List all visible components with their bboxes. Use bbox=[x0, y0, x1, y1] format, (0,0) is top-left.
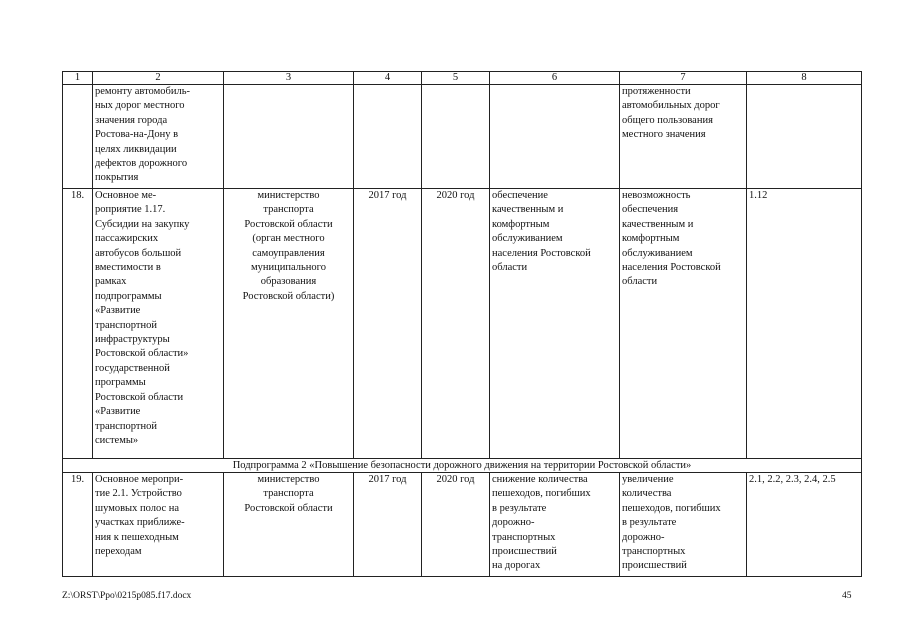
cell-measure bbox=[93, 473, 224, 577]
cell-text-line: роприятие 1.17. bbox=[95, 204, 166, 216]
cell-text-line: Ростовской области bbox=[244, 502, 333, 514]
cell-text-line: увеличение bbox=[622, 474, 674, 485]
col-header: 1 bbox=[63, 72, 93, 85]
cell-text-line: области bbox=[622, 276, 658, 288]
cell-text-line: автобусов большой bbox=[95, 247, 182, 259]
cell-text-line: муниципального bbox=[251, 262, 326, 274]
cell-text-line: рамках bbox=[95, 276, 127, 288]
cell-text-line: обслуживанием bbox=[622, 247, 693, 259]
cell-text-line: населения Ростовской bbox=[492, 247, 591, 259]
cell-consequence bbox=[620, 189, 747, 459]
cell-text-line: участках приближе- bbox=[95, 517, 185, 529]
cell-text-line: целях ликвидации bbox=[95, 143, 177, 155]
cell-text-line: образования bbox=[260, 276, 317, 288]
cell-text-line: населения Ростовской bbox=[622, 262, 721, 274]
footer-file-path: Z:\ORST\Ppo\0215p085.f17.docx bbox=[62, 591, 192, 601]
cell-indicators: 1.12 bbox=[747, 189, 862, 459]
header-row bbox=[63, 72, 862, 85]
cell-result bbox=[490, 189, 620, 459]
col-header: 2 bbox=[93, 72, 224, 85]
table-row-19 bbox=[63, 473, 862, 577]
cell-text-line: качественным и bbox=[492, 204, 564, 216]
cell-text-line: инфраструктуры bbox=[95, 334, 170, 346]
cell-text-line: тие 2.1. Устройство bbox=[95, 488, 182, 500]
cell-text-line: в результате bbox=[622, 517, 677, 529]
cell-executor bbox=[224, 189, 354, 459]
cell-text-line: обеспечение bbox=[492, 190, 548, 201]
cell-text-line: Ростовской области» bbox=[95, 348, 189, 360]
col-header: 8 bbox=[747, 72, 862, 85]
cell-text-line: транспорта bbox=[263, 488, 314, 500]
cell-text-line: государственной bbox=[95, 362, 170, 374]
cell-text-line: вместимости в bbox=[95, 262, 161, 274]
cell-text-line: ремонту автомобиль- bbox=[95, 86, 190, 97]
cell-end-year: 2020 год bbox=[422, 189, 490, 459]
cell-measure bbox=[93, 189, 224, 459]
footer-page-number: 45 bbox=[842, 591, 852, 601]
cell-text-line: покрытия bbox=[95, 172, 139, 184]
cell-text-line: системы» bbox=[95, 434, 139, 446]
cell-text-line: пешеходов, погибших bbox=[622, 502, 721, 514]
cell-indicators: 2.1, 2.2, 2.3, 2.4, 2.5 bbox=[747, 473, 862, 577]
cell-text-line: Основное ме- bbox=[95, 190, 157, 201]
cell-text-line: транспорта bbox=[263, 204, 314, 216]
cell-text-line: «Развитие bbox=[95, 406, 141, 418]
cell-text-line: транспортных bbox=[492, 531, 556, 543]
cell-text-line: Ростовской области) bbox=[242, 290, 335, 302]
row-number: 18. bbox=[63, 189, 93, 459]
cell-text-line: снижение количества bbox=[492, 474, 588, 485]
cell-text-line: пассажирских bbox=[95, 233, 159, 245]
cell-start-year: 2017 год bbox=[354, 473, 422, 577]
cell-text-line: протяженности bbox=[622, 86, 691, 97]
cell-text-line: дефектов дорожного bbox=[95, 158, 188, 170]
cell-text-line: значения города bbox=[95, 114, 168, 126]
cell-executor bbox=[224, 473, 354, 577]
cell-text-line: автомобильных дорог bbox=[622, 100, 720, 112]
cell-start-year: 2017 год bbox=[354, 189, 422, 459]
cell-text-line: пешеходов, погибших bbox=[492, 488, 591, 500]
col-header: 7 bbox=[620, 72, 747, 85]
cell-end-year: 2020 год bbox=[422, 473, 490, 577]
cell-text-line: транспортной bbox=[95, 420, 157, 432]
col-header: 3 bbox=[224, 72, 354, 85]
cell-text-line: на дорогах bbox=[492, 560, 541, 572]
cell-text-line: ных дорог местного bbox=[95, 100, 185, 112]
cell-text-line: общего пользования bbox=[622, 114, 713, 126]
cell-text-line: обеспечения bbox=[622, 204, 679, 216]
col-header: 6 bbox=[490, 72, 620, 85]
subprogram-row bbox=[63, 459, 862, 473]
cell-text-line: местного значения bbox=[622, 129, 706, 141]
cell-text-line: дорожно- bbox=[622, 531, 665, 543]
cell-consequence bbox=[620, 85, 747, 189]
cell-text-line: программы bbox=[95, 377, 146, 389]
cell-text-line: (орган местного bbox=[252, 233, 325, 245]
cell-text-line: качественным и bbox=[622, 218, 694, 230]
cell-consequence bbox=[620, 473, 747, 577]
table-row-continuation bbox=[63, 85, 862, 189]
table-row-18 bbox=[63, 189, 862, 459]
col-header: 4 bbox=[354, 72, 422, 85]
subprogram-title: Подпрограмма 2 «Повышение безопасности дорожного движения на территории Ростовской области» bbox=[63, 459, 862, 473]
cell-text-line: министерство bbox=[257, 474, 320, 485]
cell-measure bbox=[93, 85, 224, 189]
cell-text-line: транспортной bbox=[95, 319, 157, 331]
document-table bbox=[62, 71, 862, 577]
cell-text-line: переходам bbox=[95, 546, 142, 558]
cell-text-line: Ростовской области bbox=[244, 218, 333, 230]
cell-text-line: Ростовской области bbox=[95, 391, 184, 403]
cell-text-line: дорожно- bbox=[492, 517, 535, 529]
cell-result bbox=[490, 473, 620, 577]
cell-text-line: самоуправления bbox=[252, 247, 325, 259]
cell-text-line: Ростова-на-Дону в bbox=[95, 129, 179, 141]
cell-text-line: комфортным bbox=[622, 233, 680, 245]
cell-text-line: подпрограммы bbox=[95, 290, 162, 302]
cell-text-line: в результате bbox=[492, 502, 547, 514]
cell-text-line: обслуживанием bbox=[492, 233, 563, 245]
cell-text-line: министерство bbox=[257, 190, 320, 201]
cell-text-line: транспортных bbox=[622, 546, 686, 558]
cell-text-line: происшествий bbox=[492, 546, 557, 558]
cell-text-line: области bbox=[492, 262, 528, 274]
col-header: 5 bbox=[422, 72, 490, 85]
row-number: 19. bbox=[63, 473, 93, 577]
cell-text-line: происшествий bbox=[622, 560, 687, 572]
cell-text-line: невозможность bbox=[622, 190, 691, 201]
cell-text-line: Субсидии на закупку bbox=[95, 218, 190, 230]
cell-text-line: количества bbox=[622, 488, 672, 500]
cell-text-line: комфортным bbox=[492, 218, 550, 230]
cell-text-line: шумовых полос на bbox=[95, 502, 180, 514]
cell-text-line: ния к пешеходным bbox=[95, 531, 179, 543]
cell-text-line: «Развитие bbox=[95, 305, 141, 317]
cell-text-line: Основное меропри- bbox=[95, 474, 184, 485]
